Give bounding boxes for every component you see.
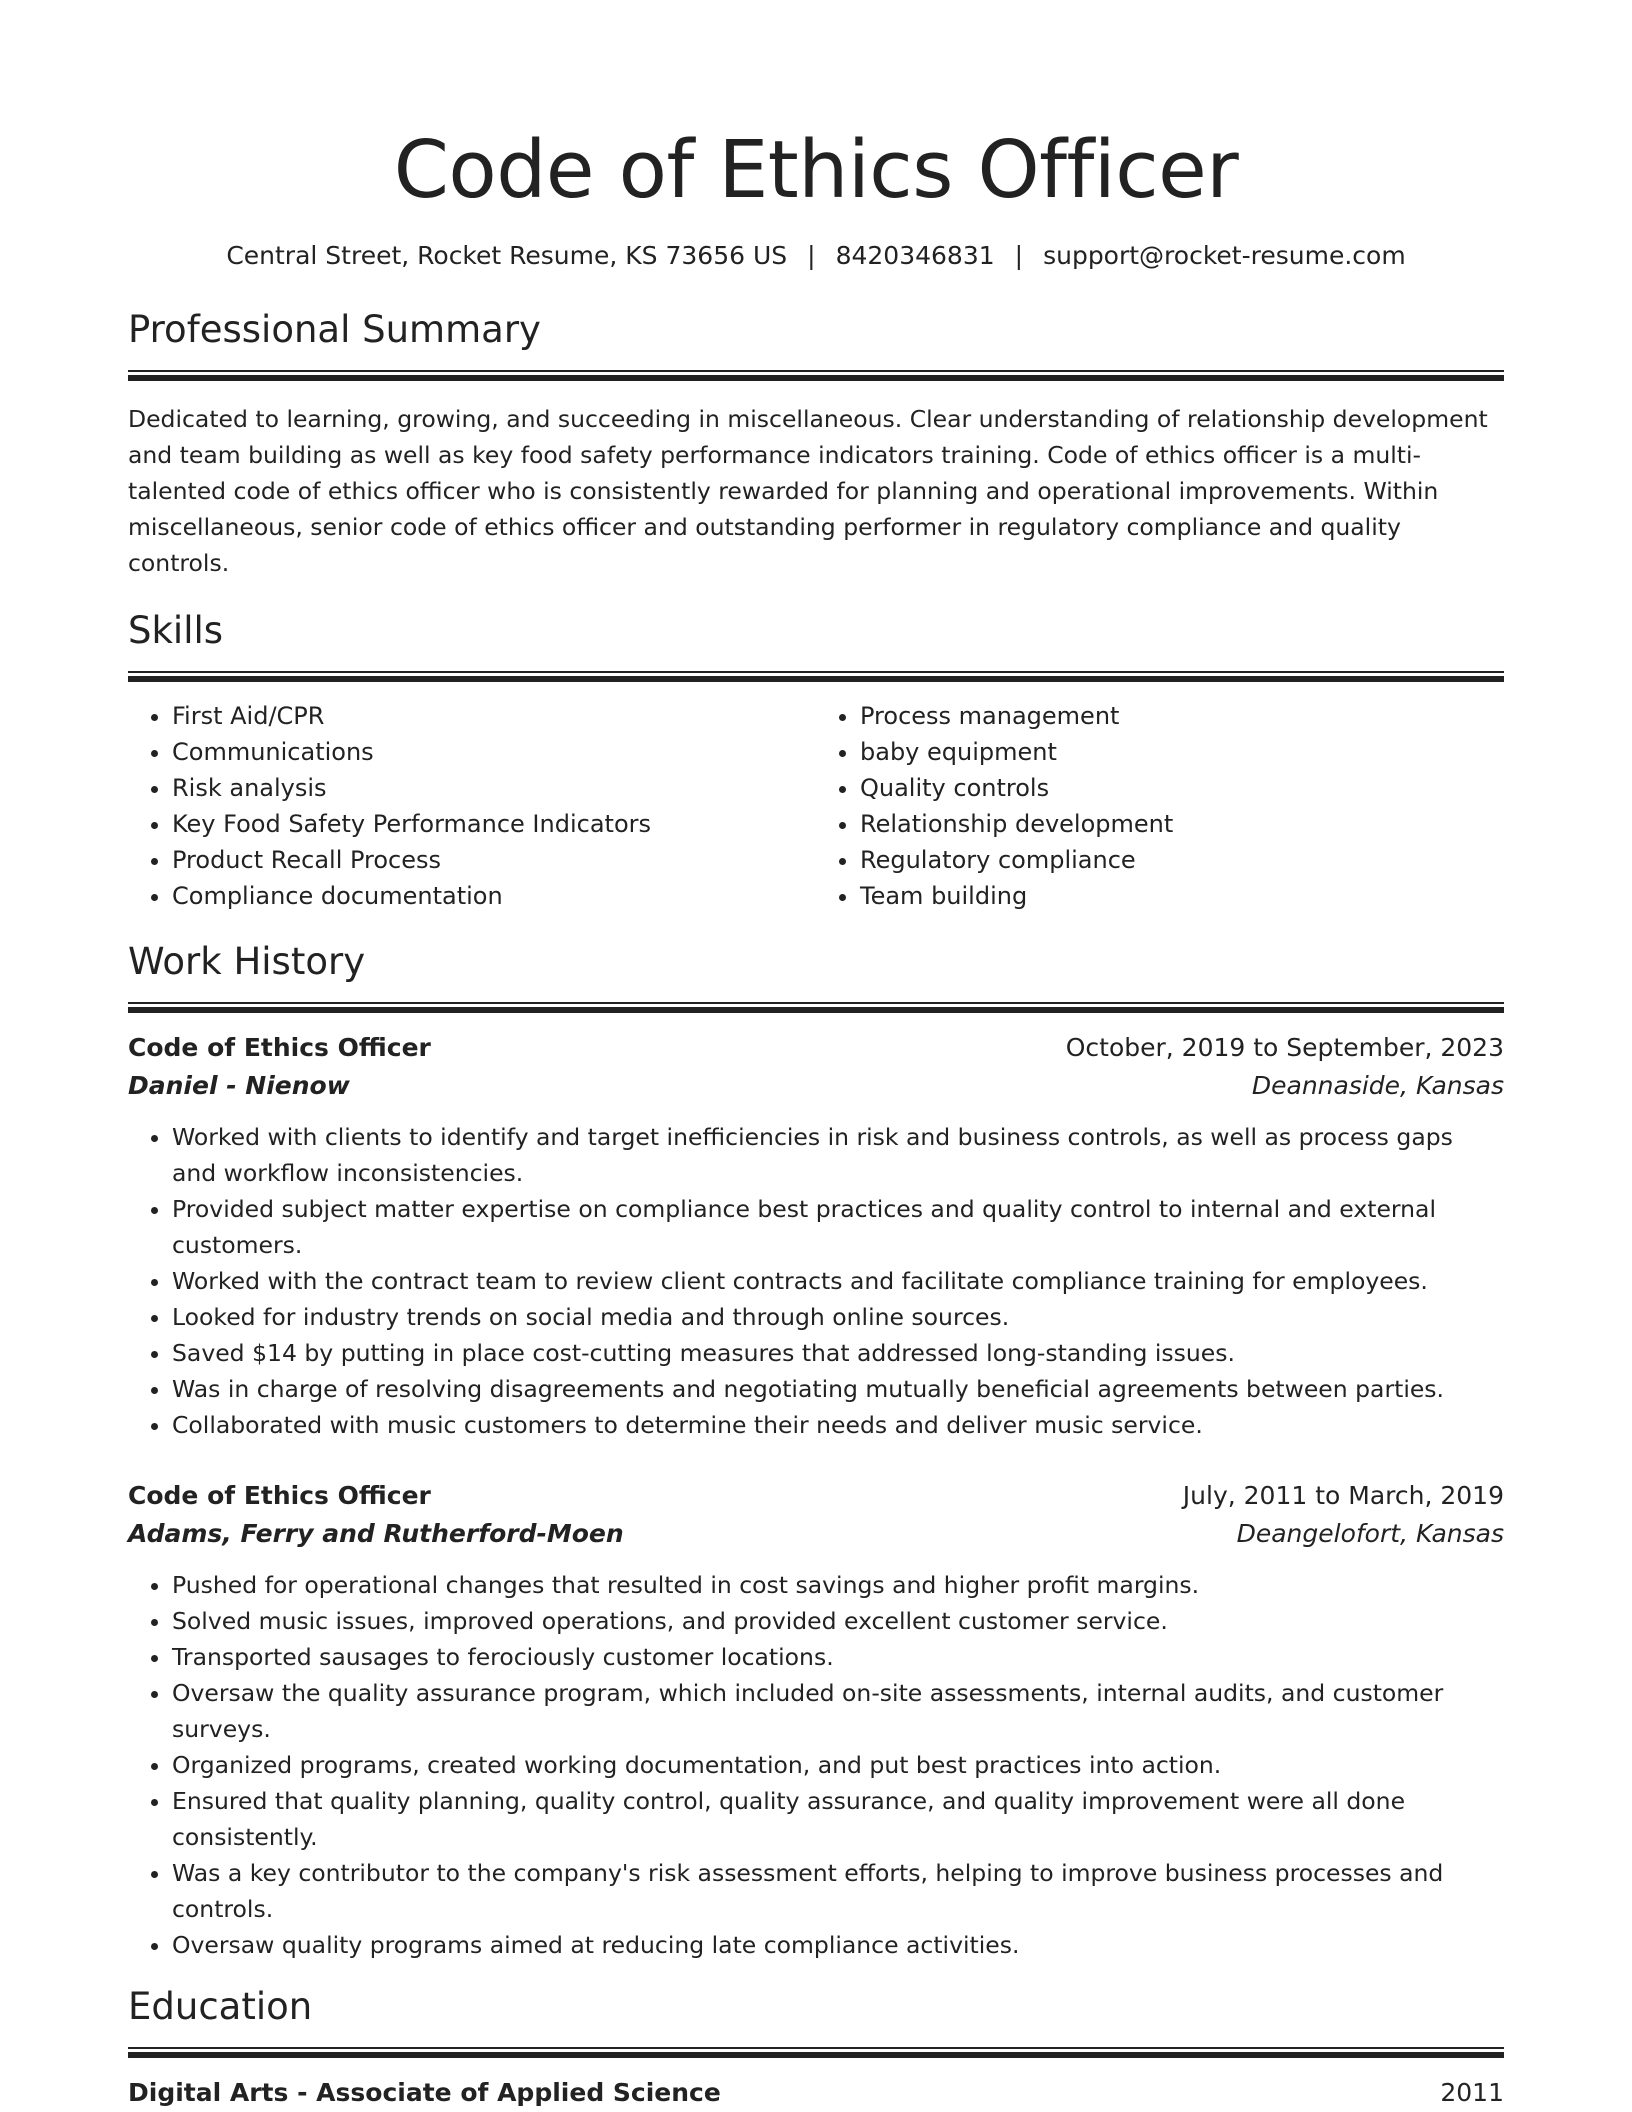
skill-item: • Product Recall Process — [172, 842, 816, 878]
job-bullet: • Saved $14 by putting in place cost-cutting measures that addressed long-standing issues. — [172, 1335, 1504, 1371]
section-divider — [128, 2047, 1504, 2058]
job-dates: October, 2019 to September, 2023 — [1065, 1033, 1504, 1062]
section-divider — [128, 671, 1504, 682]
job-title: Code of Ethics Officer — [128, 1033, 431, 1062]
job-subheader — [128, 1067, 1504, 1105]
candidate-name: Code of Ethics Officer — [393, 124, 1239, 216]
contact-separator: | — [1014, 241, 1024, 270]
job-bullet: • Worked with the contract team to review client contracts and facilitate compliance training for employees. — [172, 1263, 1504, 1299]
job-title: Code of Ethics Officer — [128, 1481, 431, 1510]
summary-heading: Professional Summary — [128, 308, 541, 351]
education-year: 2011 — [1440, 2078, 1504, 2107]
contact-address: Central Street, Rocket Resume, KS 73656 US — [226, 241, 788, 270]
job-bullet: • Organized programs, created working documentation, and put best practices into action. — [172, 1747, 1504, 1783]
skill-item: • Regulatory compliance — [860, 842, 1504, 878]
job-bullet: • Collaborated with music customers to determine their needs and deliver music service. — [172, 1407, 1504, 1443]
skills-section — [128, 609, 1504, 914]
skills-heading: Skills — [128, 609, 224, 652]
skill-item: • Compliance documentation — [172, 878, 816, 914]
summary-text: Dedicated to learning, growing, and succeeding in miscellaneous. Clear understanding of relationship development and team building as well as key food safety performance indicators training. Code of ethics officer is a multi-talented code of ethics officer who is consistently rewarded for planning and operational improvements. Within miscellaneous, senior code of ethics officer and outstanding performer in regulatory compliance and quality controls. — [128, 405, 1488, 577]
section-divider — [128, 1002, 1504, 1013]
job-location: Deangelofort, Kansas — [1236, 1519, 1504, 1548]
job-bullet: • Was in charge of resolving disagreements and negotiating mutually beneficial agreements between parties. — [172, 1371, 1504, 1407]
job-company: Daniel - Nienow — [128, 1071, 350, 1100]
work-history-section — [128, 940, 1504, 1963]
skill-item: • Team building — [860, 878, 1504, 914]
job-bullet: • Solved music issues, improved operations, and provided excellent customer service. — [172, 1603, 1504, 1639]
job-dates: July, 2011 to March, 2019 — [1182, 1481, 1504, 1510]
skill-item: • Risk analysis — [172, 770, 816, 806]
summary-section — [128, 308, 1504, 581]
skill-item: • Process management — [860, 698, 1504, 734]
skill-item: • First Aid/CPR — [172, 698, 816, 734]
section-divider — [128, 370, 1504, 381]
job-entry — [128, 1477, 1504, 1963]
job-bullet: • Worked with clients to identify and target inefficiencies in risk and business controls, as well as process gaps and workflow inconsistencies. — [172, 1119, 1504, 1191]
job-location: Deannaside, Kansas — [1251, 1071, 1504, 1100]
job-entry — [128, 1029, 1504, 1443]
skills-columns — [128, 698, 1504, 914]
contact-phone: 8420346831 — [835, 241, 995, 270]
skill-item: • Communications — [172, 734, 816, 770]
education-degree: Digital Arts - Associate of Applied Science — [128, 2078, 721, 2107]
job-header — [128, 1029, 1504, 1067]
contact-email: support@rocket-resume.com — [1043, 241, 1406, 270]
job-bullet: • Pushed for operational changes that resulted in cost savings and higher profit margins. — [172, 1567, 1504, 1603]
contact-separator: | — [807, 241, 816, 270]
skills-list-left — [128, 698, 816, 914]
job-bullets — [128, 1567, 1504, 1963]
resume-page — [128, 0, 1504, 2112]
job-subheader — [128, 1515, 1504, 1553]
work-history-heading: Work History — [128, 940, 366, 983]
job-header — [128, 1477, 1504, 1515]
education-header — [128, 2074, 1504, 2112]
education-heading: Education — [128, 1985, 313, 2028]
job-bullet: • Looked for industry trends on social media and through online sources. — [172, 1299, 1504, 1335]
job-bullet: • Oversaw the quality assurance program, which included on-site assessments, internal audits, and customer surveys. — [172, 1675, 1504, 1747]
skill-item: • baby equipment — [860, 734, 1504, 770]
skill-item: • Relationship development — [860, 806, 1504, 842]
contact-line — [128, 240, 1504, 272]
job-bullets — [128, 1119, 1504, 1443]
job-bullet: • Oversaw quality programs aimed at reducing late compliance activities. — [172, 1927, 1504, 1963]
job-bullet: • Transported sausages to ferociously customer locations. — [172, 1639, 1504, 1675]
skills-list-right — [816, 698, 1504, 914]
job-company: Adams, Ferry and Rutherford-Moen — [128, 1519, 624, 1548]
job-bullet: • Was a key contributor to the company's risk assessment efforts, helping to improve business processes and controls. — [172, 1855, 1504, 1927]
job-bullet: • Ensured that quality planning, quality control, quality assurance, and quality improvement were all done consistently. — [172, 1783, 1504, 1855]
skill-item: • Key Food Safety Performance Indicators — [172, 806, 816, 842]
job-bullet: • Provided subject matter expertise on compliance best practices and quality control to internal and external customers. — [172, 1191, 1504, 1263]
skill-item: • Quality controls — [860, 770, 1504, 806]
education-section — [128, 1985, 1504, 2112]
